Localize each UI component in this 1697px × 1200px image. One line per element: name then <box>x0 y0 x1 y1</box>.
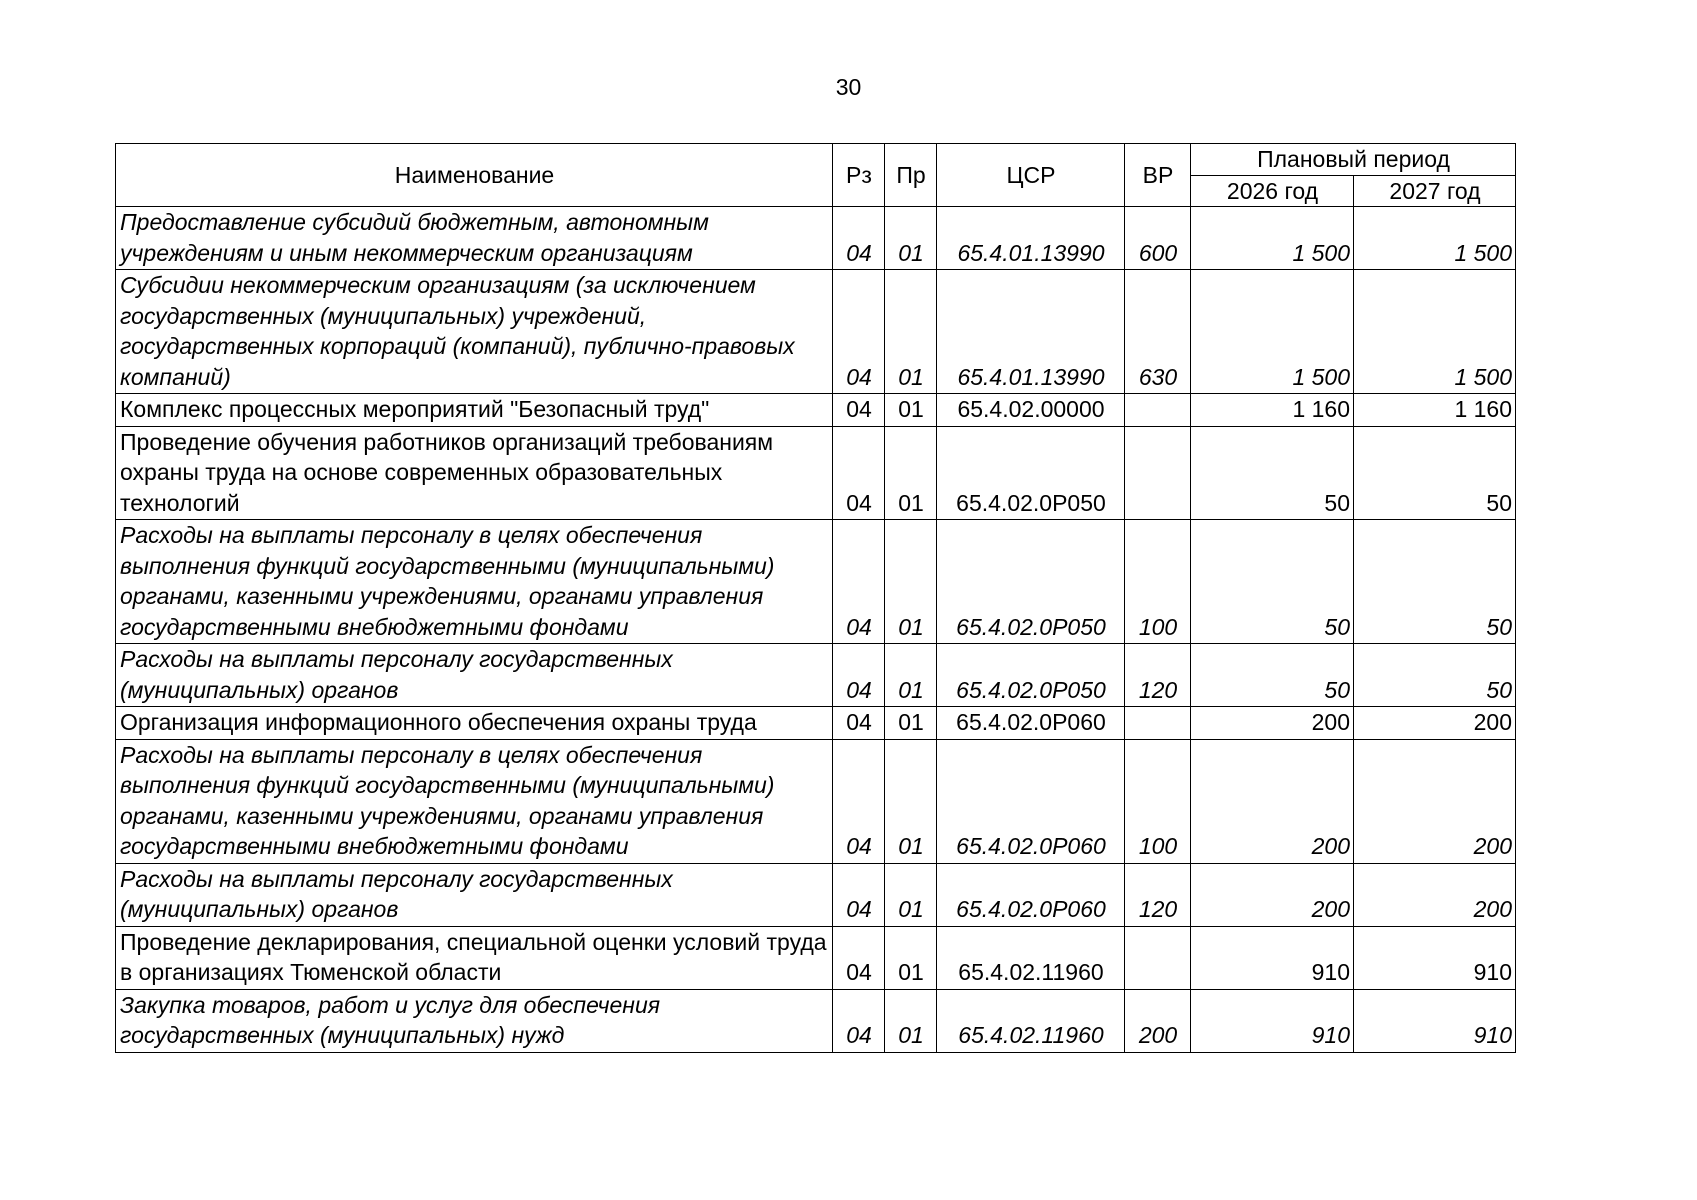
header-year-2027: 2027 год <box>1354 175 1516 207</box>
row-vr: 100 <box>1125 520 1191 644</box>
budget-table <box>115 143 1516 1053</box>
row-vr <box>1125 926 1191 989</box>
table-row <box>116 926 1516 989</box>
table-row <box>116 644 1516 707</box>
table-row <box>116 520 1516 644</box>
table-row <box>116 207 1516 270</box>
table-row <box>116 394 1516 427</box>
row-name: Расходы на выплаты персоналу государственных (муниципальных) органов <box>116 644 833 707</box>
row-amount-2026: 1 500 <box>1191 207 1354 270</box>
row-name: Субсидии некоммерческим организациям (за исключением государственных (муниципальных) учреждений, государственных корпораций (компаний), публично-правовых компаний) <box>116 270 833 394</box>
row-amount-2026: 1 500 <box>1191 270 1354 394</box>
header-pr: Пр <box>885 144 937 207</box>
header-csr: ЦСР <box>937 144 1125 207</box>
row-pr: 01 <box>885 644 937 707</box>
row-vr: 600 <box>1125 207 1191 270</box>
row-name: Проведение декларирования, специальной оценки условий труда в организациях Тюменской области <box>116 926 833 989</box>
row-name: Закупка товаров, работ и услуг для обеспечения государственных (муниципальных) нужд <box>116 989 833 1052</box>
row-csr: 65.4.02.0P050 <box>937 644 1125 707</box>
row-rz: 04 <box>833 707 885 740</box>
row-rz: 04 <box>833 394 885 427</box>
row-amount-2027: 910 <box>1354 926 1516 989</box>
row-amount-2027: 1 500 <box>1354 270 1516 394</box>
page-number: 30 <box>835 74 862 100</box>
row-rz: 04 <box>833 739 885 863</box>
row-pr: 01 <box>885 739 937 863</box>
row-vr: 630 <box>1125 270 1191 394</box>
row-pr: 01 <box>885 926 937 989</box>
header-vr: ВР <box>1125 144 1191 207</box>
row-rz: 04 <box>833 863 885 926</box>
row-vr: 120 <box>1125 644 1191 707</box>
row-rz: 04 <box>833 426 885 520</box>
table-row <box>116 707 1516 740</box>
row-rz: 04 <box>833 989 885 1052</box>
row-amount-2026: 910 <box>1191 926 1354 989</box>
row-amount-2026: 50 <box>1191 520 1354 644</box>
row-name: Расходы на выплаты персоналу в целях обеспечения выполнения функций государственными (муниципальными) органами, казенными учреждениями, органами управления государственными внебюджетными фондами <box>116 520 833 644</box>
row-amount-2026: 1 160 <box>1191 394 1354 427</box>
row-rz: 04 <box>833 926 885 989</box>
row-csr: 65.4.01.13990 <box>937 270 1125 394</box>
row-pr: 01 <box>885 426 937 520</box>
row-name: Организация информационного обеспечения охраны труда <box>116 707 833 740</box>
row-amount-2026: 200 <box>1191 707 1354 740</box>
row-amount-2027: 200 <box>1354 707 1516 740</box>
row-csr: 65.4.02.0P050 <box>937 520 1125 644</box>
header-planned-period: Плановый период <box>1191 144 1516 176</box>
row-rz: 04 <box>833 520 885 644</box>
row-amount-2027: 50 <box>1354 426 1516 520</box>
row-pr: 01 <box>885 707 937 740</box>
header-name: Наименование <box>116 144 833 207</box>
row-vr: 200 <box>1125 989 1191 1052</box>
row-vr: 100 <box>1125 739 1191 863</box>
row-amount-2027: 200 <box>1354 863 1516 926</box>
row-csr: 65.4.02.11960 <box>937 989 1125 1052</box>
row-vr <box>1125 707 1191 740</box>
row-name: Комплекс процессных мероприятий "Безопасный труд" <box>116 394 833 427</box>
header-rz: Рз <box>833 144 885 207</box>
row-name: Расходы на выплаты персоналу в целях обеспечения выполнения функций государственными (муниципальными) органами, казенными учреждениями, органами управления государственными внебюджетными фондами <box>116 739 833 863</box>
header-year-2026: 2026 год <box>1191 175 1354 207</box>
table-row <box>116 739 1516 863</box>
row-rz: 04 <box>833 644 885 707</box>
row-csr: 65.4.02.0P060 <box>937 707 1125 740</box>
row-vr <box>1125 426 1191 520</box>
row-pr: 01 <box>885 863 937 926</box>
table-row <box>116 270 1516 394</box>
row-amount-2026: 200 <box>1191 863 1354 926</box>
row-amount-2027: 50 <box>1354 520 1516 644</box>
row-amount-2027: 910 <box>1354 989 1516 1052</box>
row-csr: 65.4.02.0P060 <box>937 739 1125 863</box>
row-vr: 120 <box>1125 863 1191 926</box>
row-pr: 01 <box>885 207 937 270</box>
row-amount-2027: 1 500 <box>1354 207 1516 270</box>
row-amount-2026: 50 <box>1191 426 1354 520</box>
row-name: Проведение обучения работников организаций требованиям охраны труда на основе современных образовательных технологий <box>116 426 833 520</box>
table-row <box>116 426 1516 520</box>
row-pr: 01 <box>885 270 937 394</box>
row-csr: 65.4.02.11960 <box>937 926 1125 989</box>
row-amount-2027: 1 160 <box>1354 394 1516 427</box>
row-pr: 01 <box>885 520 937 644</box>
row-amount-2026: 200 <box>1191 739 1354 863</box>
row-pr: 01 <box>885 394 937 427</box>
table-body <box>116 207 1516 1053</box>
table-row <box>116 989 1516 1052</box>
row-rz: 04 <box>833 207 885 270</box>
row-name: Расходы на выплаты персоналу государственных (муниципальных) органов <box>116 863 833 926</box>
row-csr: 65.4.02.0P050 <box>937 426 1125 520</box>
row-amount-2027: 200 <box>1354 739 1516 863</box>
row-vr <box>1125 394 1191 427</box>
row-csr: 65.4.01.13990 <box>937 207 1125 270</box>
row-rz: 04 <box>833 270 885 394</box>
row-amount-2026: 910 <box>1191 989 1354 1052</box>
row-amount-2026: 50 <box>1191 644 1354 707</box>
table-row <box>116 863 1516 926</box>
row-csr: 65.4.02.00000 <box>937 394 1125 427</box>
row-amount-2027: 50 <box>1354 644 1516 707</box>
row-pr: 01 <box>885 989 937 1052</box>
row-csr: 65.4.02.0P060 <box>937 863 1125 926</box>
row-name: Предоставление субсидий бюджетным, автономным учреждениям и иным некоммерческим организациям <box>116 207 833 270</box>
